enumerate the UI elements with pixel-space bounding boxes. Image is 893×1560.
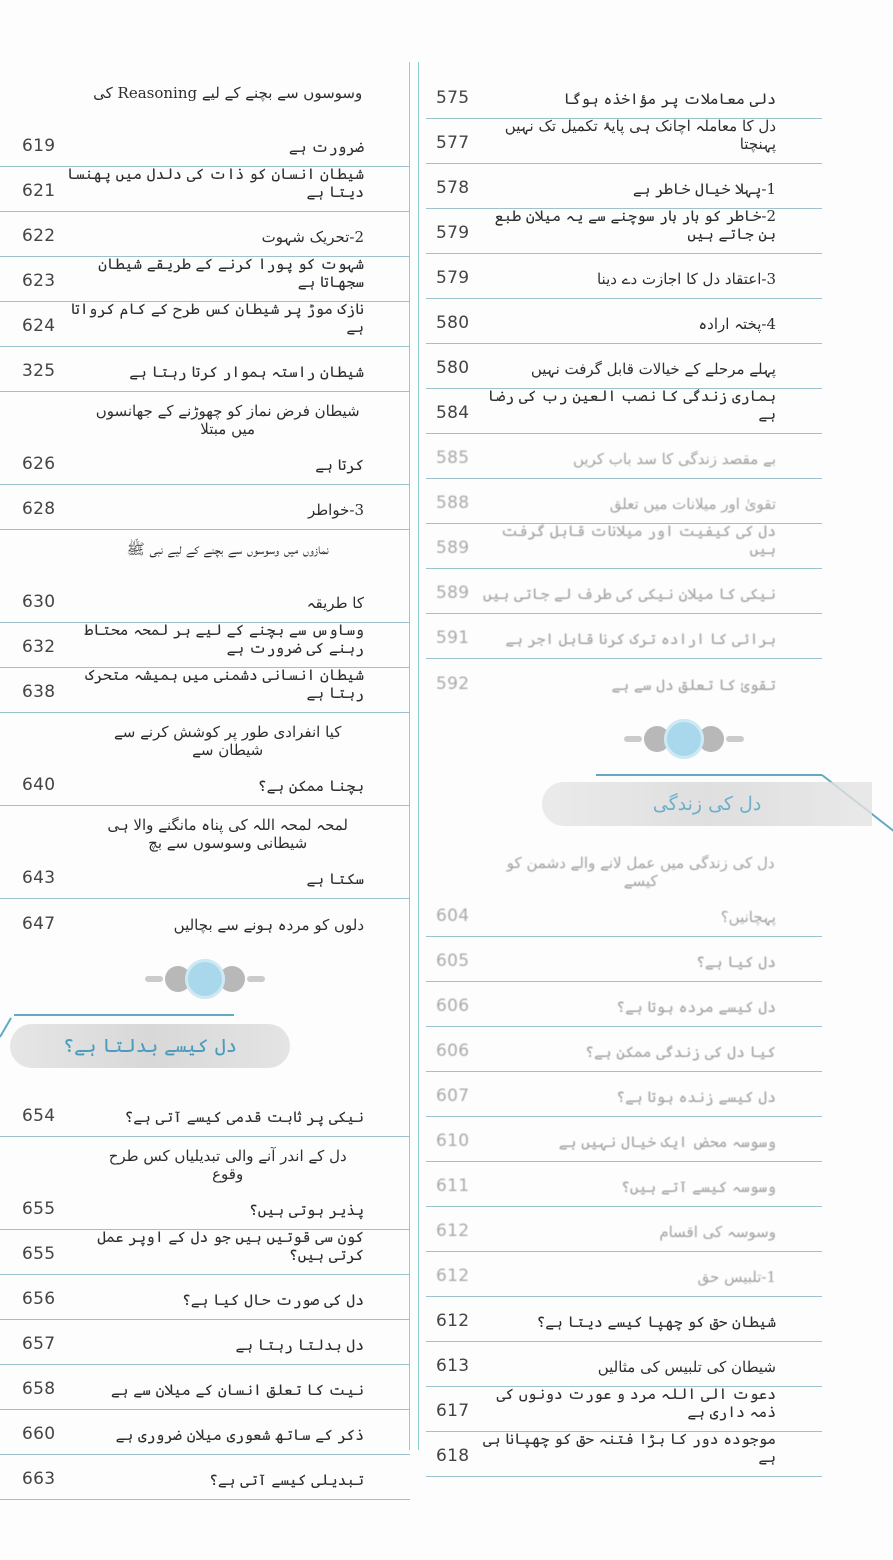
page-number: 610	[436, 1131, 470, 1151]
page-number: 660	[22, 1424, 56, 1444]
entry-title	[55, 1137, 410, 1229]
page-number: 580	[436, 358, 470, 378]
toc-entry	[0, 806, 410, 899]
page-number: 579	[436, 223, 470, 243]
entry-title: موجودہ دور کا بڑا فتنہ حق کو چھپانا ہی ہے	[482, 1430, 776, 1466]
page-number: 647	[22, 914, 56, 934]
page-number: 630	[22, 592, 56, 612]
toc-entry	[0, 1410, 410, 1455]
page-number: 579	[436, 268, 470, 288]
entry-title: 2-تحریک شہوت	[261, 228, 364, 246]
toc-entry	[0, 899, 410, 944]
page-number: 626	[22, 454, 56, 474]
entry-title: دل کا معاملہ اچانک ہی پایۂ تکمیل تک نہیں پہنچتا	[504, 117, 776, 153]
page-number: 618	[436, 1446, 470, 1466]
toc-entry	[426, 659, 822, 704]
entry-title: 1-تلبیس حق	[697, 1268, 776, 1286]
entry-title	[55, 74, 410, 166]
toc-entry	[0, 74, 410, 167]
toc-entry	[0, 1230, 410, 1275]
page-number: 619	[22, 136, 56, 156]
toc-entry	[0, 1275, 410, 1320]
entry-title: 1-پہلا خیال خاطر ہے	[632, 180, 776, 198]
page-number: 605	[436, 951, 470, 971]
toc-entry	[426, 479, 822, 524]
entry-title: دلوں کو مردہ ہونے سے بچالیں	[173, 916, 364, 934]
entry-title	[55, 806, 410, 898]
toc-entry	[426, 614, 822, 659]
page-number: 606	[436, 1041, 470, 1061]
entry-title: بے مقصد زندگی کا سد باب کریں	[572, 450, 776, 468]
page-number: 643	[22, 868, 56, 888]
column-divider-right	[418, 62, 419, 1450]
page-number: 611	[436, 1176, 470, 1196]
toc-entry	[0, 302, 410, 347]
toc-entry	[426, 844, 822, 937]
page-number: 588	[436, 493, 470, 513]
entry-title: تقویٰ کا تعلق دل سے ہے	[611, 676, 776, 694]
toc-entry	[426, 982, 822, 1027]
entry-title-line1: نمازوں میں وسوسوں سے بچنے کے لیے نبی ﷺ	[126, 540, 329, 558]
page-number: 655	[22, 1199, 56, 1219]
toc-entry	[426, 389, 822, 434]
toc-entry	[0, 257, 410, 302]
toc-entry	[426, 164, 822, 209]
entry-title	[55, 713, 410, 805]
toc-entry	[0, 530, 410, 623]
entry-title: دلی معاملات پر مؤاخذہ ہوگا	[563, 90, 776, 108]
entry-title: 4-پختہ ارادہ	[698, 315, 776, 333]
entry-title-line2: پہچانیں؟	[720, 908, 776, 926]
page-number: 612	[436, 1311, 470, 1331]
entry-title-line1: شیطان فرض نماز کو چھوڑنے کے جھانسوں میں مبتلا	[95, 402, 360, 438]
page-number: 663	[22, 1469, 56, 1489]
toc-entry	[426, 1387, 822, 1432]
toc-entry	[426, 524, 822, 569]
toc-entry	[0, 485, 410, 530]
entry-title: وساوس سے بچنے کے لیے ہر لمحہ محتاط رہنے کی ضرورت ہے	[84, 621, 364, 657]
toc-entry	[0, 167, 410, 212]
page-number: 577	[436, 133, 470, 153]
page-number: 654	[22, 1106, 56, 1126]
toc-entry	[426, 1207, 822, 1252]
page-number: 589	[436, 583, 470, 603]
entry-title: ہماری زندگی کا نصب العین رب کی رضا ہے	[487, 387, 776, 423]
entry-title: وسوسہ کیسے آتے ہیں؟	[621, 1178, 776, 1196]
entry-title-line2: بچنا ممکن ہے؟	[257, 777, 364, 795]
page-number: 607	[436, 1086, 470, 1106]
page-number: 622	[22, 226, 56, 246]
entry-title: کیا دل کی زندگی ممکن ہے؟	[585, 1043, 776, 1061]
page-number: 612	[436, 1266, 470, 1286]
entry-title: 3-اعتقاد دل کا اجازت دے دینا	[596, 270, 776, 288]
entry-title: شیطان کی تلبیس کی مثالیں	[597, 1358, 776, 1376]
entry-title: دعوت الی اللہ مرد و عورت دونوں کی ذمہ داری ہے	[496, 1385, 776, 1421]
floral-ornament-icon	[0, 944, 410, 1014]
entry-title-line1: وسوسوں سے بچنے کے لیے Reasoning کی	[93, 84, 363, 102]
toc-entry	[426, 569, 822, 614]
page-number: 624	[22, 316, 56, 336]
page-number: 656	[22, 1289, 56, 1309]
entry-title-line2: پذیر ہوتی ہیں؟	[248, 1201, 364, 1219]
page-number: 592	[436, 674, 470, 694]
page-number: 657	[22, 1334, 56, 1354]
page-number: 638	[22, 682, 56, 702]
entry-title	[55, 392, 410, 484]
entry-title: ذکر کے ساتھ شعوری میلان ضروری ہے	[115, 1426, 364, 1444]
page-number: 589	[436, 538, 470, 558]
entry-title: تقویٰ اور میلانات میں تعلق	[609, 495, 776, 513]
entry-title-line1: لمحہ لمحہ اللہ کی پناہ مانگنے والا ہی شیطانی وسوسوں سے بچ	[107, 816, 348, 852]
toc-entry	[0, 1365, 410, 1410]
page-number: 655	[22, 1244, 56, 1264]
toc-entry	[0, 1137, 410, 1230]
entry-title: نازک موڑ پر شیطان کس طرح کے کام کرواتا ہے	[70, 300, 364, 336]
toc-entry	[426, 74, 822, 119]
toc-entry	[426, 1252, 822, 1297]
toc-entry	[426, 937, 822, 982]
page-number: 621	[22, 181, 56, 201]
toc-entry	[0, 212, 410, 257]
toc-entry	[426, 1117, 822, 1162]
page-number: 606	[436, 996, 470, 1016]
section-banner-right	[426, 774, 822, 844]
entry-title: 2-خاطر کو بار بار سوچنے سے یہ میلانِ طبع بن جاتے ہیں	[494, 207, 776, 243]
entry-title: کون سی قوتیں ہیں جو دل کے اوپر عمل کرتی ہیں؟	[97, 1228, 364, 1264]
page-number: 658	[22, 1379, 56, 1399]
page-number: 612	[436, 1221, 470, 1241]
toc-entry	[426, 119, 822, 164]
toc-entry	[0, 1092, 410, 1137]
toc-entry	[426, 299, 822, 344]
entry-title: دل بدلتا رہتا ہے	[235, 1336, 364, 1354]
entry-title-line1: دل کے اندر آنے والی تبدیلیاں کس طرح وقوع	[108, 1147, 347, 1183]
entry-title: 3-خواطر	[307, 501, 364, 519]
section-heading: دل کی زندگی	[542, 782, 872, 826]
toc-entry	[0, 668, 410, 713]
toc-entry	[426, 1432, 822, 1477]
entry-title: شہوت کو پورا کرنے کے طریقے شیطان سجھاتا ہے	[98, 255, 364, 291]
page-number: 623	[22, 271, 56, 291]
entry-title-line2: ضرورت ہے	[288, 138, 364, 156]
page-number: 325	[22, 361, 56, 381]
entry-title: دل کیسے زندہ ہوتا ہے؟	[616, 1088, 776, 1106]
entry-title: نیکی پر ثابت قدمی کیسے آتی ہے؟	[124, 1108, 364, 1126]
entry-title: دل کی کیفیت اور میلانات قابل گرفت ہیں	[501, 522, 776, 558]
toc-entry	[0, 392, 410, 485]
page-number: 585	[436, 448, 470, 468]
toc-entry	[0, 347, 410, 392]
page-number: 575	[436, 88, 470, 108]
entry-title: پہلے مرحلے کے خیالات قابل گرفت نہیں	[530, 360, 776, 378]
entry-title: شیطان انسانی دشمنی میں ہمیشہ متحرک رہتا ہے	[85, 666, 364, 702]
toc-right-column	[426, 74, 822, 1477]
entry-title	[469, 844, 822, 936]
entry-title: دل کیسے مردہ ہوتا ہے؟	[616, 998, 776, 1016]
entry-title-line2: کا طریقہ	[306, 594, 364, 612]
toc-entry	[426, 344, 822, 389]
entry-title: نیت کا تعلق انسان کے میلان سے ہے	[110, 1381, 364, 1399]
section-heading: دل کیسے بدلتا ہے؟	[10, 1024, 290, 1068]
section-banner-left	[0, 1014, 410, 1092]
entry-title-line1: دل کی زندگی میں عمل لانے والے دشمن کو کیسے	[506, 854, 775, 890]
toc-left-column	[0, 74, 410, 1500]
toc-entry	[426, 209, 822, 254]
entry-title: دل کیا ہے؟	[696, 953, 776, 971]
entry-title: نیکی کا میلان نیکی کی طرف لے جاتی ہیں	[482, 585, 776, 603]
page-number: 604	[436, 906, 470, 926]
page-number: 584	[436, 403, 470, 423]
entry-title: شیطان راستہ ہموار کرتا رہتا ہے	[129, 363, 364, 381]
toc-entry	[426, 1072, 822, 1117]
entry-title: دل کی صورت حال کیا ہے؟	[181, 1291, 364, 1309]
page-number: 613	[436, 1356, 470, 1376]
page-number: 580	[436, 313, 470, 333]
entry-title: تبدیلی کیسے آتی ہے؟	[209, 1471, 364, 1489]
page-number: 617	[436, 1401, 470, 1421]
toc-entry	[426, 1162, 822, 1207]
entry-title: وسوسہ کی اقسام	[659, 1223, 776, 1241]
entry-title	[55, 530, 410, 622]
page-number: 632	[22, 637, 56, 657]
toc-entry	[426, 1297, 822, 1342]
floral-ornament-icon	[546, 704, 822, 774]
toc-entry	[0, 713, 410, 806]
toc-entry	[426, 1027, 822, 1072]
entry-title-line1: کیا انفرادی طور پر کوشش کرنے سے شیطان سے	[114, 723, 342, 759]
toc-entry	[0, 623, 410, 668]
toc-entry	[0, 1320, 410, 1365]
toc-entry	[426, 434, 822, 479]
entry-title: وسوسہ محض ایک خیال نہیں ہے	[558, 1133, 776, 1151]
page-number: 628	[22, 499, 56, 519]
page-number: 591	[436, 628, 470, 648]
entry-title: برائی کا ارادہ ترک کرنا قابل اجر ہے	[505, 630, 776, 648]
entry-title: شیطان انسان کو ذات کی دلدل میں پھنسا دیتا ہے	[66, 165, 364, 201]
entry-title: شیطان حق کو چھپا کیسے دیتا ہے؟	[536, 1313, 776, 1331]
toc-entry	[426, 254, 822, 299]
entry-title-line2: کرتا ہے	[315, 456, 364, 474]
page-number: 578	[436, 178, 470, 198]
toc-entry	[426, 1342, 822, 1387]
toc-entry	[0, 1455, 410, 1500]
entry-title-line2: سکتا ہے	[306, 870, 364, 888]
page-number: 640	[22, 775, 56, 795]
